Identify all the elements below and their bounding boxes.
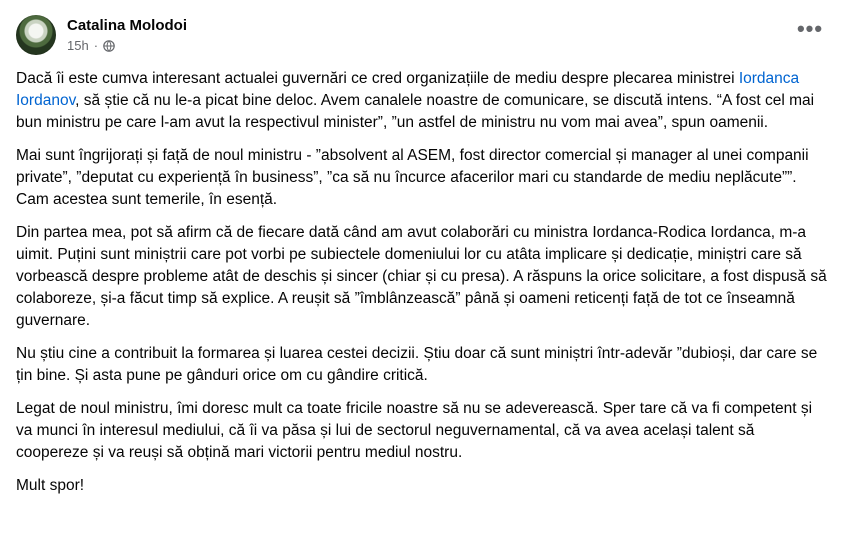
paragraph-5: Legat de noul ministru, îmi doresc mult ca toate fricile noastre să nu se adeverească. Sper tare că va fi competent și va munci în interesul mediului, că îi va păsa și lui de sectorul neguvernamental, că va avea același talent să coopereze și va reuși să obțină mari victorii pentru mediul nostru. [16,400,813,461]
post-body [16,68,831,508]
paragraph-6: Mult spor! [16,477,85,494]
avatar[interactable] [16,15,56,55]
paragraph-1 [16,68,831,134]
globe-icon[interactable] [103,40,115,52]
post-subline [67,38,187,54]
post-timestamp[interactable]: 15h [67,38,89,53]
more-options-icon[interactable] [795,14,825,44]
paragraph-2: Mai sunt îngrijorați și față de noul ministru - ”absolvent al ASEM, fost director comercial și manager al unei companii private”, ”deputat cu experiență în business”, ”ca să nu încurce afacerilor mari cu standarde de mediu neplăcute””. Cam acestea sunt temerile, în esență. [16,147,809,208]
more-options-label: ••• [796,16,824,41]
separator-dot: · [93,38,99,53]
paragraph-1-start: Dacă îi este cumva interesant actualei guvernări ce cred organizațiile de mediu despre plecarea ministrei [16,70,739,87]
post-meta [67,16,187,54]
author-name[interactable]: Catalina Molodoi [67,17,187,34]
mention-link[interactable]: Iordanca Iordanov [16,70,800,109]
paragraph-1-end: , să știe că nu le-a picat bine deloc. Avem canalele noastre de comunicare, se discută intens. “A fost cel mai bun ministru pe care l-am avut la respectivul minister”, ”un astfel de ministru nu vom mai avea”, spun oamenii. [16,92,815,131]
post-header [16,12,187,58]
paragraph-3: Din partea mea, pot să afirm că de fiecare dată când am avut colaborări cu ministra Iordanca-Rodica Iordanca, m-a uimit. Puțini sunt miniștrii care pot vorbi pe subiectele domeniului lor cu atâta implicare și dedicație, miniștri care să vorbească despre probleme atât de deschis și sincer (chiar și cu presa). A răspuns la orice solicitare, a fost dispusă să colaboreze, și-a făcut timp să explice. A reușit să ”îmblânzească” până și oameni reticenți față de tot ce înseamnă guvernare. [16,224,827,329]
paragraph-4: Nu știu cine a contribuit la formarea și luarea cestei decizii. Știu doar că sunt miniștri într-adevăr ”dubioși, dar care se țin bine. Și asta pune pe gânduri orice om cu gândire critică. [16,345,818,384]
